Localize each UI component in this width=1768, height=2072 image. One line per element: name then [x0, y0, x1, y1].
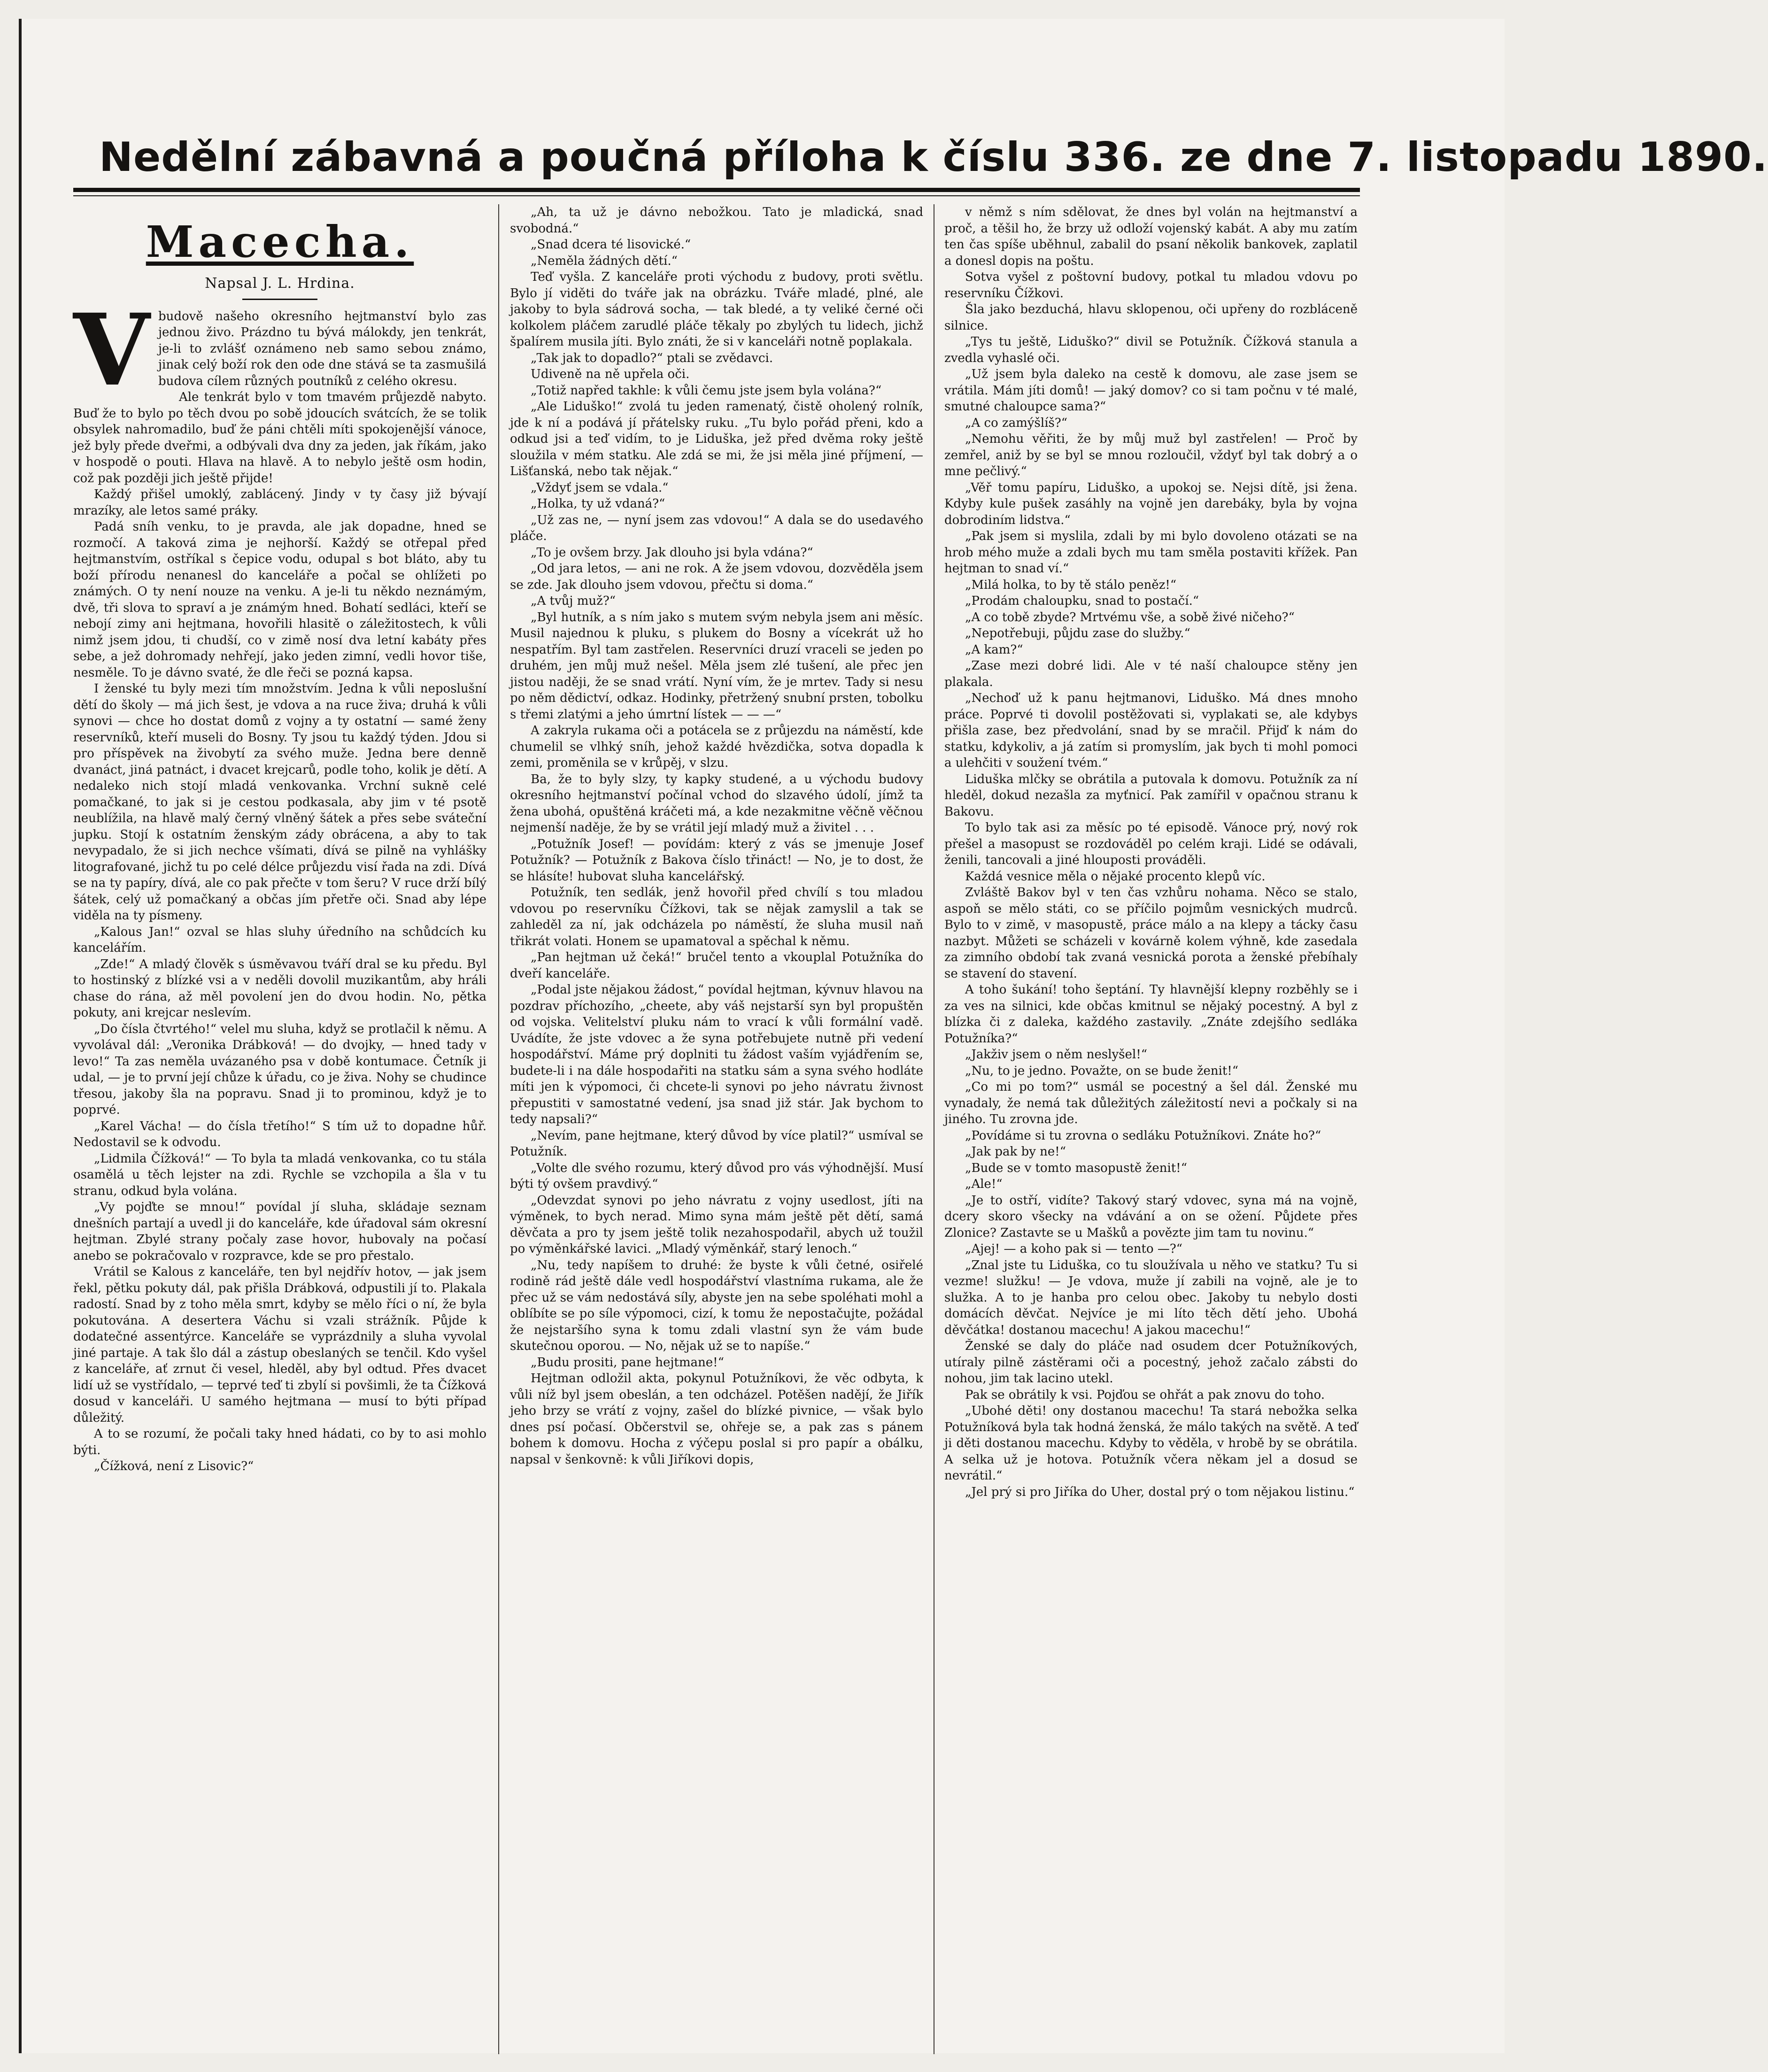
column-2-text [510, 204, 923, 1468]
paragraph: „Vždyť jsem se vdala.“ [531, 480, 669, 495]
paragraph: „Do čísla čtvrtého!“ velel mu sluha, když se protlačil k němu. A vyvolával dál: „Veronika Drábková! — do dvojky, — hned tady v levo!“ Ta zas neměla uvázaného psa v době kontumace. Četník ji udal, — je to první její chůze k úřadu, co je živa. Nohy se chudince třesou, jakoby šla na popravu. Snad ji to prominou, když je to poprvé. [73, 1022, 486, 1117]
paragraph: „Volte dle svého rozumu, který důvod pro vás výhodnější. Musí býti tý ovšem pravdivý.“ [510, 1161, 923, 1191]
paragraph: Šla jako bezduchá, hlavu sklopenou, oči upřeny do rozbláceně silnice. [944, 302, 1358, 333]
paragraph: „Nepotřebuji, půjdu zase do služby.“ [965, 626, 1190, 640]
paragraph: „Zase mezi dobré lidi. Ale v té naší chaloupce stěny jen plakala. [944, 659, 1358, 689]
paragraph: „Bude se v tomto masopustě ženit!“ [965, 1161, 1188, 1175]
header-rule-thin [73, 195, 1360, 196]
paragraph: Vrátil se Kalous z kanceláře, ten byl nejdřív hotov, — jak jsem řekl, pětku pokuty dál, pak přišla Drábková, odpustili jí to. Plakala radostí. Snad by z toho měla smrt, kdyby se mělo říci o ní, že byla pokutována. A desertera Váchu si vzali strážník. Půjde k dodatečné assentýrce. Kanceláře se vyprázdnily a sluha vyvolal jiné partaje. A tak šlo dál a zástup obeslaných se tenčil. Kdo vyšel z kanceláře, ať zrnut či vesel, hleděl, aby byl odtud. Přes dvacet lidí už se vystřídalo, — teprvé teď ti zbylí si povšimli, že ta Čížková dosud v kanceláři. U samého hejtmana — musí to býti případ důležitý. [73, 1265, 486, 1425]
paragraph: Udiveně na ně upřela oči. [531, 367, 690, 381]
paragraph: „A co zamýšlíš?“ [965, 416, 1068, 430]
paragraph: To bylo tak asi za měsíc po té episodě. Vánoce prý, nový rok přešel a masopust se rozdováděl po celém kraji. Lidé se odávali, ženili, tancovali a jiné hlouposti prováděli. [944, 821, 1358, 867]
paragraph: „Co mi po tom?“ usmál se pocestný a šel dál. Ženské mu vynadaly, že nemá tak důležitých záležitostí nevi a počkaly si na jiného. Tu zrovna jde. [944, 1080, 1358, 1126]
paragraph: „Pan hejtman už čeká!“ bručel tento a vkouplal Potužníka do dveří kanceláře. [510, 950, 923, 981]
paragraph: „Ale!“ [965, 1177, 1003, 1191]
paragraph: „Je to ostří, vidíte? Takový starý vdovec, syna má na vojně, dcery skoro všecky na vdávání a on se ožení. Půjdete přes Zlonice? Zastavte se u Mašků a povězte jim tam tu novinu.“ [944, 1193, 1358, 1240]
paragraph: „Už zas ne, — nyní jsem zas vdovou!“ A dala se do usedavého pláče. [510, 513, 923, 543]
paragraph: „A kam?“ [965, 642, 1023, 657]
paragraph: „Věř tomu papíru, Liduško, a upokoj se. Nejsi dítě, jsi žena. Kdyby kule pušek zasáhly na vojně jen darebáky, byla by vojna dobrodiním lidstva.“ [944, 480, 1358, 527]
paragraph: A toho šukání! toho šeptání. Ty hlavnější klepny rozběhly se i za ves na silnici, kde občas kmitnul se nějaký pocestný. A byl z blízka či z daleka, každého zastavily. „Znáte zdejšího sedláka Potužníka?“ [944, 983, 1358, 1046]
paragraph: „Budu prositi, pane hejtmane!“ [531, 1355, 724, 1370]
paragraph: „Jel prý si pro Jiříka do Uher, dostal prý o tom nějakou listinu.“ [965, 1485, 1355, 1499]
column-1 [73, 204, 486, 2068]
paragraph: A zakryla rukama oči a potácela se z průjezdu na náměstí, kde chumelil se vlhký sníh, jehož každé hvězdička, sotva dopadla k zemi, proměnila se v krůpěj, v slzu. [510, 724, 923, 770]
paragraph: Pak se obrátily k vsi. Pojďou se ohřát a pak znovu do toho. [965, 1387, 1325, 1402]
paragraph: Ba, že to byly slzy, ty kapky studené, a u východu budovy okresního hejtmanství počínal vchod do slzavého údolí, jímž ta žena ubohá, opuštěná kráčeti má, a kde nezakmitne věčně věčnou nejmenší naděje, že by se vrátil její mladý muž a živitel . . . [510, 772, 923, 835]
paragraph: „To je ovšem brzy. Jak dlouho jsi byla vdána?“ [531, 545, 813, 560]
paragraph: „Pak jsem si myslila, zdali by mi bylo dovoleno otázati se na hrob mého muže a zdali bych mu tam směla postaviti křížek. Pan hejtman to snad ví.“ [944, 529, 1358, 576]
paragraph: „Od jara letos, — ani ne rok. A že jsem vdovou, dozvěděla jsem se zde. Jak dlouho jsem vdovou, přečtu si doma.“ [510, 562, 923, 592]
paragraph: Každý přišel umoklý, zablácený. Jindy v ty časy již bývají mrazíky, ale letos samé práky. [73, 487, 486, 518]
paragraph: „Karel Vácha! — do čísla třetího!“ S tím už to dopadne hůř. Nedostavil se k odvodu. [73, 1119, 486, 1149]
paragraph: Zvláště Bakov byl v ten čas vzhůru nohama. Něco se stalo, aspoň se mělo státi, co se příčilo pojmům vesnických mudrců. Bylo to v zimě, v masopustě, práce málo a na klepy a tácky času nazbyt. Můžeti se scházeli v kovárně kolem výhně, kde zasedala za zimního období tak zvaná vesnická porota a ženské přebíhaly se stavení do stavení. [944, 886, 1358, 981]
drop-cap: V [73, 292, 150, 408]
paragraph: „Jakživ jsem o něm neslyšel!“ [965, 1048, 1148, 1062]
paragraph: „Byl hutník, a s ním jako s mutem svým nebyla jsem ani měsíc. Musil najednou k pluku, s plukem do Bosny a vícekrát už ho nespatřím. Byl tam zastřelen. Reservníci druzí vraceli se jeden po druhém, jen můj muž nešel. Měla jsem zlé tušení, ale přec jen jistou naději, že se snad vrátí. Nyní vím, že je mrtev. Tady si nesu po něm dědictví, odkaz. Hodinky, přetržený snubní prsten, tobolku s třemi zlatými a jeho úmrtní lístek — — —“ [510, 610, 923, 722]
paragraph: „Nu, to je jedno. Považte, on se bude ženit!“ [965, 1063, 1239, 1078]
paragraph: „Jak pak by ne!“ [965, 1145, 1066, 1159]
paragraph: budově našeho okresního hejtmanství bylo zas jednou živo. Prázdno tu bývá málokdy, jen tenkrát, je-li to zvlášť oznámeno neb samo sebou známo, jinak celý boží rok den ode dne stává se ta zasmušilá budova cílem různých poutníků z celého okresu. [158, 309, 486, 388]
paragraph: „Nechoď už k panu hejtmanovi, Liduško. Má dnes mnoho práce. Poprvé ti dovolil postěžovati si, vyplakati se, ale kdybys přišla zase, bez předvolání, snad by se mračil. Přijď k nám do statku, kdykoliv, a já zatím si promyslím, jak bych ti mohl pomoci a ulehčiti v soužení tvém.“ [944, 691, 1358, 770]
paragraph: „A co tobě zbyde? Mrtvému vše, a sobě živé ničeho?“ [965, 610, 1295, 624]
paragraph: „Potužník Josef! — povídám: který z vás se jmenuje Josef Potužník? — Potužník z Bakova číslo třináct! — No, je to dost, že se hlásíte! hubovat sluha kancelářský. [510, 837, 923, 884]
header-rule [73, 188, 1360, 192]
paragraph: „Ajej! — a koho pak si — tento —?“ [965, 1242, 1183, 1256]
paragraph: „Nevím, pane hejtmane, který důvod by více platil?“ usmíval se Potužník. [510, 1128, 923, 1159]
supplement-header: Nedělní zábavná a poučná příloha k číslu 336. ze dne 7. listopadu 1890. [99, 134, 1768, 181]
paragraph: „Totiž napřed takhle: k vůli čemu jste jsem byla volána?“ [531, 383, 882, 398]
story-title: Macecha. [146, 216, 414, 267]
story-heading [73, 218, 486, 300]
paragraph: „Holka, ty už vdaná?“ [531, 497, 665, 511]
column-2 [510, 204, 923, 2068]
paragraph: Padá sníh venku, to je pravda, ale jak dopadne, hned se rozmočí. A taková zima je nejhorší. Každý se otřepal před hejtmanstvím, ostříkal s čepice vodu, odupal s bot bláto, aby tu boží přírodu nenanesl do kanceláře a počal se ohlížeti po známých. O ty není nouze na venku. A je-li tu někdo neznámým, dvě, tři slova to spraví a je známým hned. Bohatí sedláci, kteří se nebojí zimy ani hejtmana, hovořili hlasitě o záležitostech, k vůli nimž jsem jdou, ti chudší, co v zimě nosí dva letní kabáty přes sebe, a jež dohromady nehřejí, jako jeden zimní, vedli hovor tiše, nesměle. To je dávno svaté, že dle řeči se pozná kapsa. [73, 520, 486, 680]
column-1-text [73, 292, 486, 1475]
paragraph: Sotva vyšel z poštovní budovy, potkal tu mladou vdovu po reservníku Čížkovi. [944, 270, 1358, 300]
paragraph: „Vy pojďte se mnou!“ povídal jí sluha, skládaje seznam dnešních partají a uvedl ji do kanceláře, kde úřadoval sám okresní hejtman. Zbylé strany počaly zase hovor, hubovaly na počasí anebo se pokračovalo v rozpravce, kde se pro přestalo. [73, 1200, 486, 1263]
paragraph: Liduška mlčky se obrátila a putovala k domovu. Potužník za ní hleděl, dokud nezašla za myťnicí. Pak zamířil v opačnou stranu k Bakovu. [944, 772, 1358, 819]
paragraph: „Podal jste nějakou žádost,“ povídal hejtman, kývnuv hlavou na pozdrav příchozího, „cheete, aby váš nejstarší syn byl propuštěn od vojska. Velitelství pluku nám to vrací k vůli formální vadě. Uvádíte, že jste vdovec a že syna potřebujete nutně při vedení hospodářství. Máme prý doplniti tu žádost vaším vyjádřením se, budete-li i na dále hospodařiti na statku sám a syna svého hodláte míti jen k výpomoci, či chcete-li synovi po jeho návratu živnost přepustiti v samostatné vedení, jsa snad již stár. Jak bychom to tedy napsali?“ [510, 983, 923, 1126]
paragraph: „Nu, tedy napíšem to druhé: že byste k vůli četné, osiřelé rodině rád ještě dále vedl hospodářství vlastníma rukama, ale že přec už se vám nedostává síly, abyste jen na sebe spoléhati mohl a oblíbíte se po síle výpomoci, cizí, k tomu že nepostačujte, požádal že nejstaršího syna k tomu zdali vlastní syn že vám bude skutečnou oporou. — No, nějak už se to napíše.“ [510, 1258, 923, 1353]
paragraph: „Tak jak to dopadlo?“ ptali se zvědavci. [531, 351, 773, 365]
paragraph: „Tys tu ještě, Liduško?“ divil se Potužník. Čížková stanula a zvedla vyhaslé oči. [944, 335, 1358, 365]
paragraph: I ženské tu byly mezi tím množstvím. Jedna k vůli neposlušní dětí do školy — má jich šest, je vdova a na ruce živa; druhá k vůli synovi — chce ho dostat domů z vojny a ty ostatní — samé ženy reservníků, kteří museli do Bosny. Ty jsou tu každý týden. Jdou si pro příspěvek na živobytí za svého muže. Jedna bere denně dvanáct, jiná patnáct, i dvacet krejcarů, podle toho, kolik je dětí. A nedaleko nich stojí mladá venkovanka. Vrchní sukně celé pomačkané, to jak si je cestou podkasala, aby jim v té psotě neublížila, na hlavě malý černý vlněný šátek a přes sebe sváteční jupku. Stojí k ostatním ženským zády obrácena, a aby to tak nevypadalo, že si jich nechce všímati, dívá se pilně na vyhlášky litografované, jichž tu po celé délce průjezdu visí řada na zdi. Dívá se na ty papíry, dívá, ale co pak přečte v tom šeru? V ruce drží bílý šátek, celý už pomačkaný a občas jím přetře oči. Snad aby lépe viděla na ty písmeny. [73, 682, 486, 923]
paragraph: „Odevzdat synovi po jeho návratu z vojny usedlost, jíti na výměnek, to bych nerad. Mimo syna mám ještě pět dětí, samá děvčata a pro ty jsem ještě tolik nezahospodařil, abych už toužil po výměnkářské lavici. „Mladý výměnkář, starý lenoch.“ [510, 1193, 923, 1256]
paragraph: „Neměla žádných dětí.“ [531, 254, 678, 268]
paragraph: „A tvůj muž?“ [531, 594, 616, 608]
story-author: Napsal J. L. Hrdina. [205, 275, 355, 292]
column-3-text [944, 204, 1358, 1500]
paragraph: Ženské se daly do pláče nad osudem dcer Potužníkových, utíraly pilně zástěrami oči a pocestný, jehož začalo zábsti do nohou, jim tak lacino utekl. [944, 1339, 1358, 1386]
column-3 [944, 204, 1358, 2068]
paragraph: „Lidmila Čížková!“ — To byla ta mladá venkovanka, co tu stála osamělá u těch lejster na zdi. Rychle se vzchopila a šla v tu stranu, odkud byla volána. [73, 1151, 486, 1198]
paragraph: „Milá holka, to by tě stálo peněz!“ [965, 578, 1177, 592]
paragraph: „Povídáme si tu zrovna o sedláku Potužníkovi. Znáte ho?“ [965, 1128, 1321, 1143]
paragraph: „Čížková, není z Lisovic?“ [94, 1459, 254, 1473]
paragraph: „Kalous Jan!“ ozval se hlas sluhy úředního na schůdcích ku kancelářím. [73, 924, 486, 955]
paragraph: „Nemohu věřiti, že by můj muž byl zastřelen! — Proč by zemřel, aniž by se byl se mnou rozloučil, vždyť byl tak dobrý a o mne pečlivý.“ [944, 432, 1358, 478]
paragraph: „Snad dcera té lisovické.“ [531, 238, 691, 252]
paragraph: Hejtman odložil akta, pokynul Potužníkovi, že věc odbyta, k vůli níž byl jsem obeslán, a ten odcházel. Potěšen nadějí, že Jiřík jeho brzy se vrátí z vojny, zašel do blízké pivnice, — však bylo dnes psí počasí. Občerstvil se, ohřeje se, a pak zas s pánem bohem k domovu. Hocha z výčepu poslal si pro papír a obálku, napsal v šenkovně: k vůli Jiříkovi dopis, [510, 1371, 923, 1467]
paragraph: „Ale Liduško!“ zvolá tu jeden ramenatý, čistě oholený rolník, jde k ní a podává jí přátelsky ruku. „Tu bylo pořád přeni, kdo a odkud jsi a teď vidím, to je Liduška, jež před dvěma roky ještě sloužila v mém statku. Ale zdá se mi, že jsi měla jiné příjmení, — Lišťanská, nebo tak nějak.“ [510, 400, 923, 478]
paragraph: A to se rozumí, že počali taky hned hádati, co by to asi mohlo býti. [73, 1427, 486, 1457]
paragraph: „Už jsem byla daleko na cestě k domovu, ale zase jsem se vrátila. Mám jíti domů! — jaký domov? co si tam počnu v té malé, smutné chaloupce sama?“ [944, 367, 1358, 414]
paragraph: „Ubohé děti! ony dostanou macechu! Ta stará nebožka selka Potužníková byla tak hodná ženská, že málo takých na světě. A teď ji děti dostanou macechu. Kdyby to věděla, v hrobě by se obrátila. A selka už je hotova. Potužník včera někam jel a dosud se nevrátil.“ [944, 1404, 1358, 1483]
title-rule [242, 299, 317, 300]
paragraph: Ale tenkrát bylo v tom tmavém průjezdě nabyto. Buď že to bylo po těch dvou po sobě jdoucích svátcích, že se tolik obsylek nahromadilo, buď že páni chtěli míti spokojenější vánoce, jež byly přede dveřmi, a odbývali dva dny za jeden, jak říkám, jako v hospodě o pouti. Hlava na hlavě. A to nebylo ještě osm hodin, což pak později jich ještě přijde! [73, 390, 486, 485]
paragraph: „Ah, ta už je dávno nebožkou. Tato je mladická, snad svobodná.“ [510, 205, 923, 236]
paragraph: Potužník, ten sedlák, jenž hovořil před chvílí s tou mladou vdovou po reservníku Čížkovi, tak se nějak zamyslil a tak se zahleděl za ní, jak odcházela po náměstí, že sluha musil naň třikrát volati. Honem se upamatoval a spěchal k němu. [510, 886, 923, 948]
column-divider [498, 204, 499, 2054]
paragraph: v němž s ním sdělovat, že dnes byl volán na hejtmanství a proč, a těšil ho, že brzy už odloží vojenský kabát. A aby mu zatím ten čas spíše uběhnul, zabalil do psaní několik bankovek, zaplatil a donesl dopis na poštu. [944, 205, 1358, 268]
paragraph: Teď vyšla. Z kanceláře proti východu z budovy, proti světlu. Bylo jí viděti do tváře jak na obrázku. Tváře mladé, plné, ale jakoby to byla sádrová socha, — tak bledé, a ty veliké černé oči kolkolem pláčem zarudlé pláče těkaly po zbylých tu lidech, jichž špalírem musila jíti. Bylo znáti, že si v kanceláři notně poplakala. [510, 270, 923, 349]
newspaper-page [19, 19, 1768, 2053]
paragraph: Každá vesnice měla o nějaké procento klepů víc. [965, 869, 1266, 884]
paragraph: „Zde!“ A mladý člověk s úsměvavou tváří dral se ku předu. Byl to hostinský z blízké vsi a v neděli dovolil muzikantům, aby hráli chase do rána, až měl povolení jen do dvou hodin. No, pětka pokuty, ani krejcar neslevím. [73, 957, 486, 1020]
paragraph: „Znal jste tu Liduška, co tu sloužívala u něho ve statku? Tu si vezme! služku! — Je vdova, muže jí zabili na vojně, ale je to služka. A to je hanba pro celou obec. Jakoby tu nebylo dosti domácích děvčat. Nejvíce je mi líto těch dětí jeho. Ubohá děvčátka! dostanou macechu! A jakou macechu!“ [944, 1258, 1358, 1337]
paragraph: „Prodám chaloupku, snad to postačí.“ [965, 594, 1199, 608]
